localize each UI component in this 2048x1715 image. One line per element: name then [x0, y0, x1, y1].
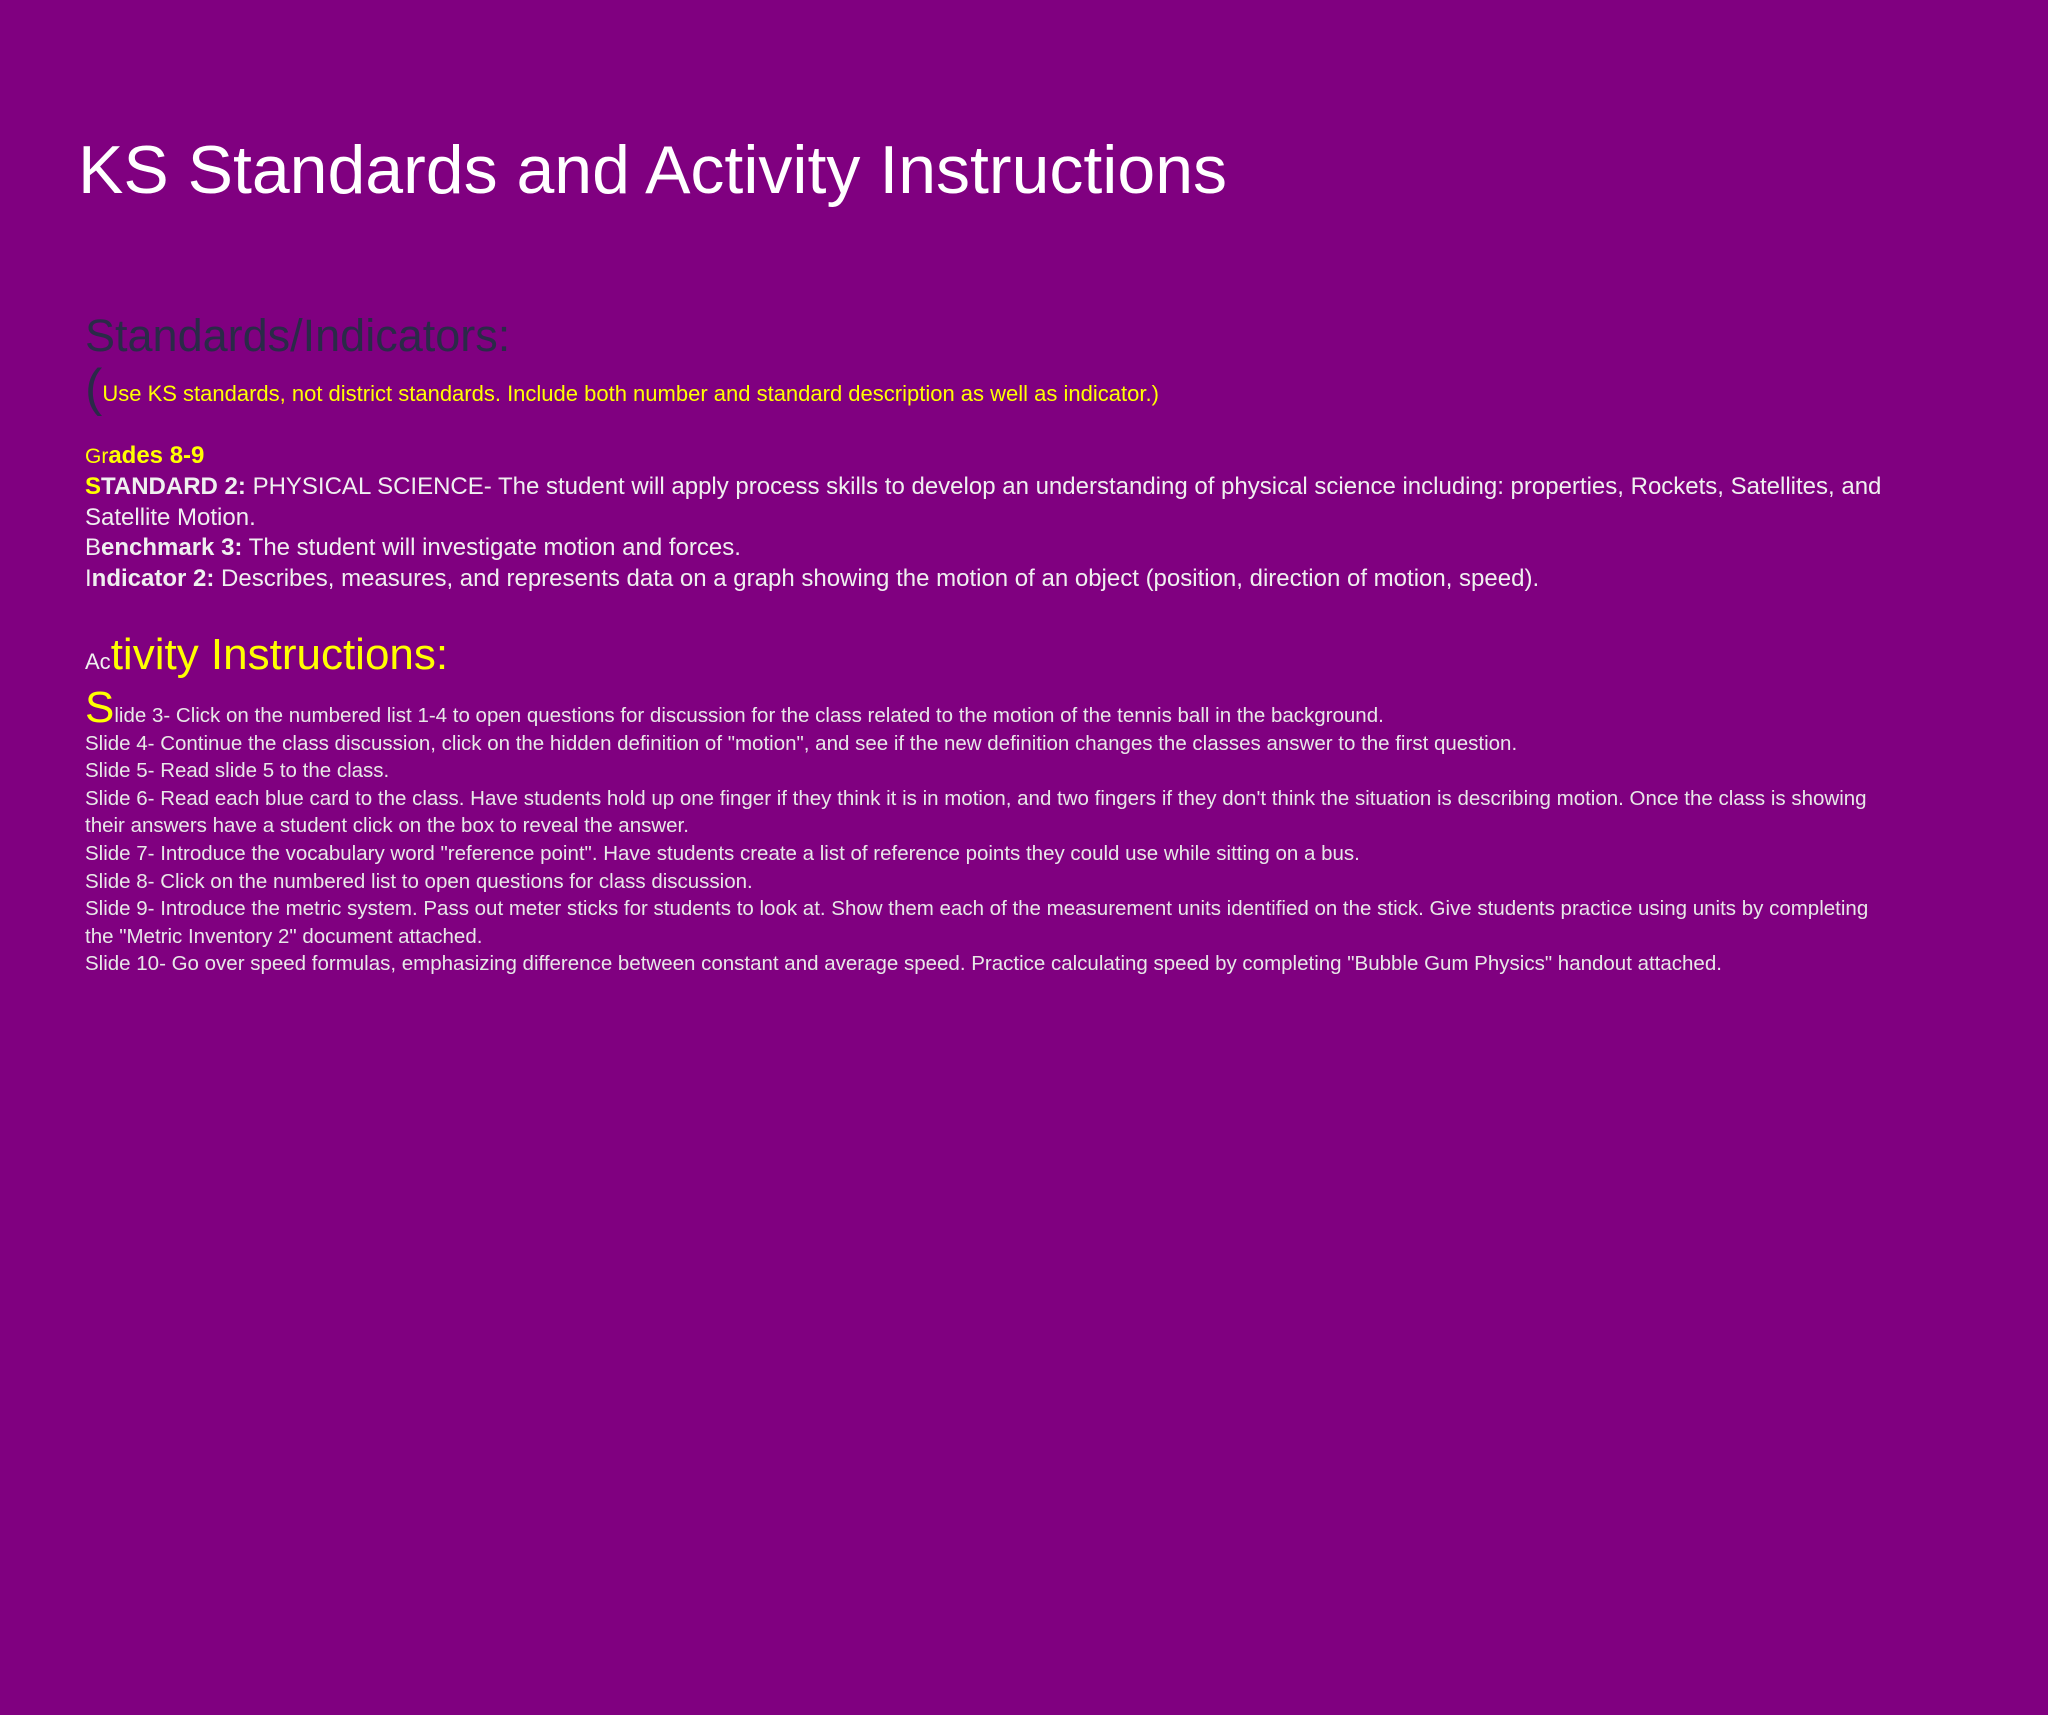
standard-paragraph — [85, 472, 1885, 533]
indicator-cap: I — [85, 564, 92, 592]
slide-item: Slide 9- Introduce the metric system. Pass out meter sticks for students to look at. Show them each of the measurement units identified on the stick. Give students practice using units by completing the "Metric Inventory 2" document attached. — [85, 897, 1869, 948]
activity-heading — [85, 630, 1885, 690]
slide-item: Slide 8- Click on the numbered list to open questions for class discussion. — [85, 869, 753, 893]
activity-heading-prefix: Ac — [85, 649, 111, 674]
grades-rest: ades 8-9 — [108, 442, 205, 469]
indicator-paragraph — [85, 564, 1885, 595]
standards-heading: Standards/Indicators: — [85, 310, 511, 361]
slide-item — [85, 683, 1885, 732]
slide-instructions — [85, 683, 1885, 978]
note-open-paren: ( — [85, 359, 103, 417]
benchmark-paragraph — [85, 533, 1885, 564]
slide-item: Slide 10- Go over speed formulas, emphasizing difference between constant and average speed. Practice calculating speed by completing "Bubble Gum Physics" handout attached. — [85, 952, 1722, 976]
instruction-note — [85, 359, 1885, 417]
slide-first-cap: S — [85, 683, 115, 732]
slide-item: Slide 5- Read slide 5 to the class. — [85, 759, 390, 783]
grades-prefix: Gr — [85, 445, 109, 468]
activity-heading-rest: tivity Instructions: — [110, 630, 449, 679]
benchmark-text: The student will investigate motion and forces. — [242, 534, 741, 561]
slide-first-text: lide 3- Click on the numbered list 1-4 to open questions for discussion for the class related to the motion of the tennis ball in the background. — [114, 704, 1384, 727]
note-text: Use KS standards, not district standards. Include both number and standard description as well as indicator.) — [102, 381, 1159, 406]
standard-label: TANDARD 2: — [101, 473, 246, 500]
standard-text: PHYSICAL SCIENCE- The student will apply process skills to develop an understanding of physical science including: properties, Rockets, Satellites, and Satellite Motion. — [85, 473, 1882, 531]
content-area — [85, 310, 1885, 978]
benchmark-label: enchmark 3: — [101, 534, 243, 561]
slide-item: Slide 7- Introduce the vocabulary word "reference point". Have students create a list of reference points they could use while sitting on a bus. — [85, 841, 1360, 865]
slide-title: KS Standards and Activity Instructions — [78, 132, 1228, 208]
grades-line — [85, 441, 1885, 472]
standard-cap: S — [85, 473, 102, 500]
slide-item: Slide 6- Read each blue card to the class. Have students hold up one finger if they think it is in motion, and two fingers if they don't think the situation is describing motion. Once the class is showing their answers have a student click on the box to reveal the answer. — [85, 786, 1867, 838]
benchmark-cap: B — [85, 534, 102, 561]
indicator-label: ndicator 2: — [91, 564, 215, 592]
slide-item: Slide 4- Continue the class discussion, click on the hidden definition of "motion", and see if the new definition changes the classes answer to the first question. — [85, 731, 1518, 755]
indicator-text: Describes, measures, and represents data on a graph showing the motion of an object (position, direction of motion, speed). — [214, 564, 1540, 592]
